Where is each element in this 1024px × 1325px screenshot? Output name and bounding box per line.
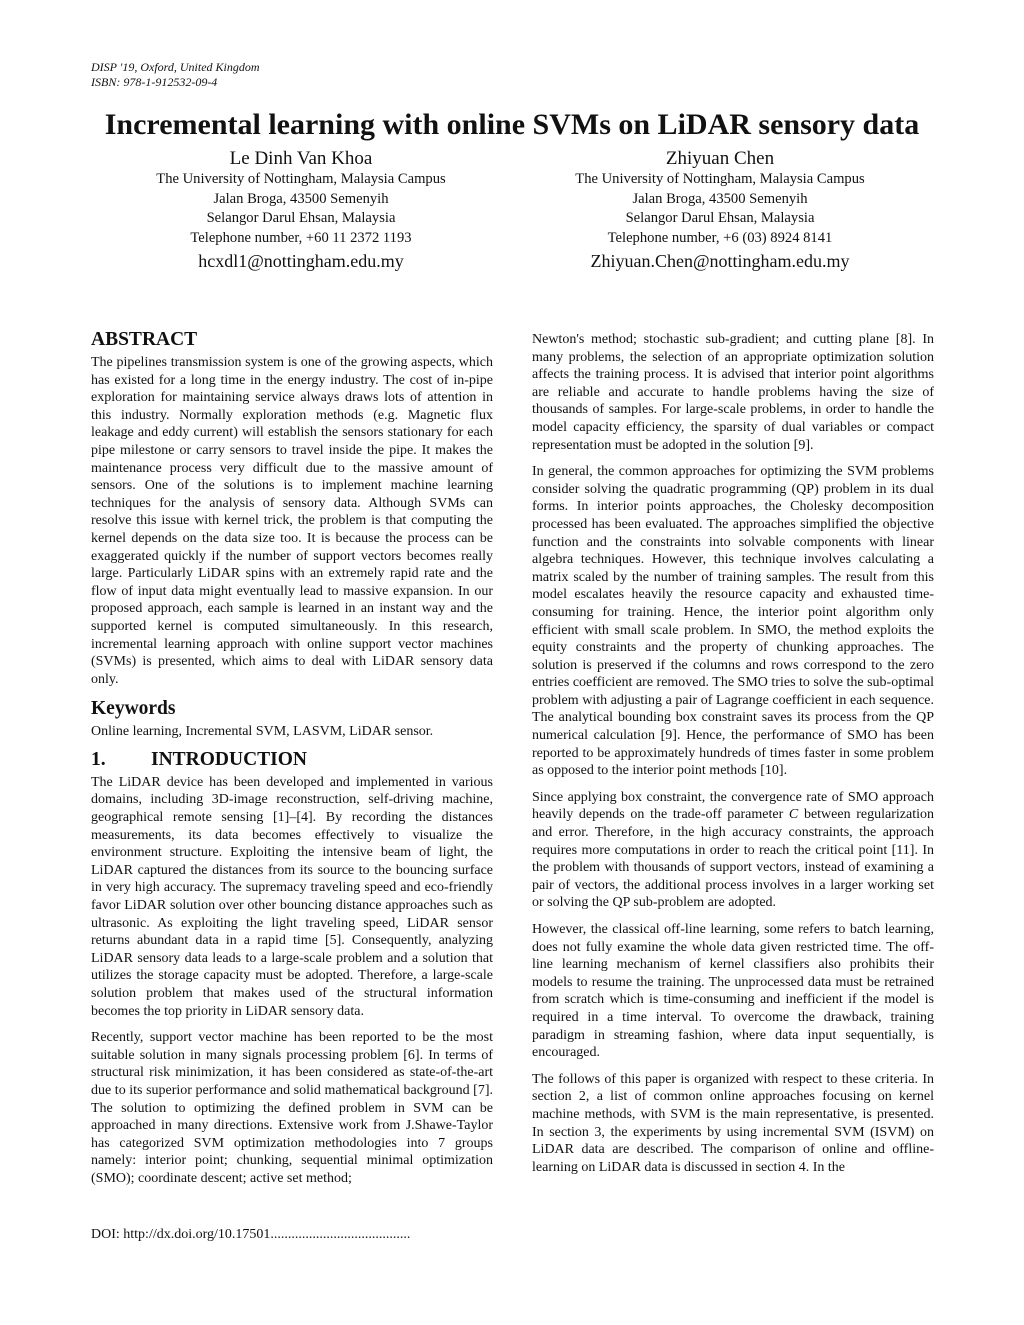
author-affiliation: The University of Nottingham, Malaysia Campus bbox=[575, 171, 865, 187]
author-block-2 bbox=[510, 147, 930, 273]
conference-header bbox=[91, 60, 260, 90]
author-street: Jalan Broga, 43500 Semenyih bbox=[213, 190, 389, 207]
author-name: Zhiyuan Chen bbox=[665, 148, 775, 169]
parameter-c: C bbox=[788, 807, 799, 823]
author-state: Selangor Darul Ehsan, Malaysia bbox=[625, 210, 815, 226]
conference-name: DISP '19, Oxford, United Kingdom bbox=[91, 60, 260, 74]
right-column bbox=[532, 331, 934, 1185]
paragraph-text: Since applying box constraint, the convergence rate of SMO approach heavily depends on the trade-off parameter bbox=[532, 789, 934, 823]
right-paragraph-3 bbox=[532, 789, 934, 912]
isbn: ISBN: 978-1-912532-09-4 bbox=[91, 75, 218, 89]
author-phone: Telephone number, +6 (03) 8924 8141 bbox=[607, 229, 833, 246]
author-street: Jalan Broga, 43500 Semenyih bbox=[632, 190, 808, 207]
author-affiliation: The University of Nottingham, Malaysia Campus bbox=[156, 171, 446, 187]
author-state: Selangor Darul Ehsan, Malaysia bbox=[206, 210, 396, 226]
section-title: INTRODUCTION bbox=[151, 748, 308, 770]
right-paragraph-5: The follows of this paper is organized with respect to these criteria. In section 2, a list of common online approaches focusing on kernel machine methods, with SVM is the main representative, is presented. In section 3, the experiments by using incremental SVM (ISVM) on LiDAR data are described. The comparison of online and offline-learning on LiDAR data is discussed in section 4. In the bbox=[532, 1071, 934, 1175]
right-paragraph-1: Newton's method; stochastic sub-gradient; and cutting plane [8]. In many problems, the selection of an appropriate optimization solution affects the training process. It is advised that interior point algorithms are reliable and accurate to handle problems having the size of thousands of samples. For large-scale problems, in order to handle the model capacity efficiency, the sparsity of dual variables or compact representation must be adopted in the solution [9]. bbox=[532, 332, 934, 453]
intro-paragraph-1: The LiDAR device has been developed and implemented in various domains, including 3D-image reconstruction, self-driving machine, geographical remote sensing [1]–[4]. By recording the distances measurements, its data becomes effectively to visualize the environment structure. Exploiting the intensive beam of light, the LiDAR captured the distances from its source to the bouncing surface in very high accuracy. The supremacy traveling speed and eco-friendly favor LiDAR solution over other bouncing distance approaches such as ultrasonic. As exploiting the light traveling speed, LiDAR sensor returns abundant data in a rapid time [5]. Consequently, analyzing LiDAR sensory data leads to a large-scale problem and a solution that utilizes the storage capacity must be adopted. Therefore, a large-scale solution problem that makes used of the structural information becomes the top priority in LiDAR sensory data. bbox=[91, 774, 493, 1019]
paragraph-text: between regularization and error. Therefore, in the high accuracy constraints, the approach requires more computations in order to reach the critical point [11]. In the problem with thousands of support vectors, instead of examining a pair of vectors, the additional process involves in a larger working set or solving the QP sub-problem are adopted. bbox=[532, 807, 934, 911]
author-block-1 bbox=[91, 147, 511, 273]
intro-paragraph-2: Recently, support vector machine has been reported to be the most suitable solution in many signals processing problem [6]. In terms of structural risk minimization, it has been considered as state-of-the-art due to its superior performance and solid mathematical background [7]. The solution to optimizing the defined problem in SVM can be approached in many directions. Extensive work from J.Shawe-Taylor has categorized SVM optimization methodologies into 7 groups namely: interior point; chunking, sequential minimal optimization (SMO); coordinate descent; active set method; bbox=[91, 1030, 493, 1186]
section-number: 1. bbox=[91, 748, 106, 770]
left-column bbox=[91, 328, 493, 1197]
keywords-heading: Keywords bbox=[91, 698, 176, 720]
right-paragraph-2: In general, the common approaches for optimizing the SVM problems consider solving the quadratic programming (QP) problem in its dual forms. In interior points approaches, the Cholesky decomposition processed has been evaluated. The approaches simplified the objective function and the constraints into solvable components with linear algebra techniques. However, this technique involves calculating a matrix scaled by the number of training samples. The result from this model escalates heavily the resource capacity and exhausted time-consuming for training. Hence, the interior point algorithm only efficient with small scale problem. In SMO, the method exploits the equity constraints and the property of chunking approaches. The solution is preserved if the columns and rows correspond to the zero entries coefficient are removed. The SMO tries to solve the sub-optimal problem with adjusting a pair of Lagrange coefficient in each sequence. The analytical bounding box constraint saves its process from the QP numerical calculation [9]. Hence, the performance of SMO has been reported to be approximately hundreds of times faster in some problem as opposed to the interior point methods [10]. bbox=[532, 464, 934, 779]
author-name: Le Dinh Van Khoa bbox=[229, 148, 373, 169]
doi-footer: DOI: http://dx.doi.org/10.17501........................................ bbox=[91, 1227, 411, 1242]
abstract-text: The pipelines transmission system is one of the growing aspects, which has existed for a long time in the energy industry. The cost of in-pipe exploration for maintaining service always draws lots of attention in this industry. Normally exploration methods (e.g. Magnetic flux leakage and eddy current) will establish the sensors stationary for each pipe milestone or carry sensors to travel inside the pipe. It makes the maintenance process very difficult due to the massive amount of sensors. One of the solutions is to implement machine learning techniques for the analysis of sensory data. Although SVMs can resolve this issue with kernel trick, the problem is that computing the kernel depends on the data size too. It is because the process can be exaggerated quickly if the number of support vectors becomes really large. Particularly LiDAR spins with an extremely rapid rate and the flow of input data might eventually lead to massive expansion. In our proposed approach, each sample is learned in an instant way and the supported kernel is computed simultaneously. In this research, incremental learning approach with online support vector machines (SVMs) is presented, which aims to deal with LiDAR sensory data only. bbox=[91, 355, 493, 687]
author-phone: Telephone number, +60 11 2372 1193 bbox=[190, 229, 412, 246]
author-email: hcxdl1@nottingham.edu.my bbox=[198, 251, 404, 271]
paper-title: Incremental learning with online SVMs on LiDAR sensory data bbox=[104, 108, 920, 141]
right-paragraph-4: However, the classical off-line learning, some refers to batch learning, does not fully examine the whole data given restricted time. The off-line learning mechanism of kernel classifiers also prohibits their models to resume the training. The unprocessed data must be retrained from scratch which is time-consuming and inefficient if the model is required in a time interval. To overcome the drawback, training paradigm in streaming fashion, where data input sequentially, is encouraged. bbox=[532, 922, 934, 1061]
keywords-text: Online learning, Incremental SVM, LASVM, LiDAR sensor. bbox=[91, 724, 434, 740]
abstract-heading: ABSTRACT bbox=[91, 329, 198, 350]
introduction-heading bbox=[91, 748, 493, 772]
author-email: Zhiyuan.Chen@nottingham.edu.my bbox=[590, 251, 850, 271]
